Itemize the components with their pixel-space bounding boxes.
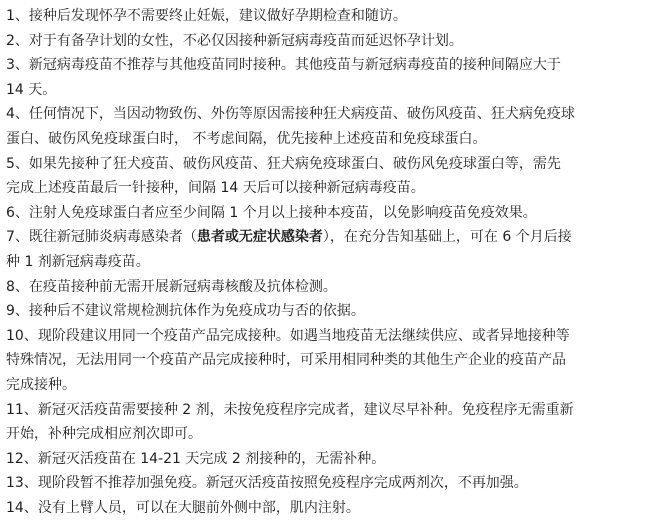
list-item-line (6, 398, 642, 423)
list-item-14 (6, 496, 642, 521)
line-text: ），在充分告知基础上，可在 6 个月后接 (322, 229, 572, 246)
list-item-10 (6, 324, 642, 398)
vaccination-guidance-list (6, 4, 642, 520)
list-item-2 (6, 29, 642, 54)
line-text: 9、接种后不建议常规检测抗体作为免疫成功与否的依据。 (6, 303, 365, 320)
list-item-line (6, 275, 642, 300)
list-item-1 (6, 4, 642, 29)
line-text: 完成上述疫苗最后一针接种，间隔 14 天后可以接种新冠病毒疫苗。 (6, 180, 425, 197)
list-item-4 (6, 102, 642, 151)
line-text: 蛋白、破伤风免疫球蛋白时， 不考虑间隔，优先接种上述疫苗和免疫球蛋白。 (6, 130, 487, 147)
list-item-line (6, 422, 642, 447)
list-item-7 (6, 225, 642, 274)
line-text: 2、对于有备孕计划的女性，不必仅因接种新冠病毒疫苗而延迟怀孕计划。 (6, 32, 463, 49)
list-item-6 (6, 201, 642, 226)
list-item-line (6, 78, 642, 103)
list-item-line (6, 225, 642, 250)
list-item-line (6, 496, 642, 521)
line-text: 7、既往新冠肺炎病毒感染者（ (6, 229, 197, 246)
line-text: 11、新冠灭活疫苗需要接种 2 剂，未按免疫程序完成者，建议尽早补种。免疫程序无需重新 (6, 401, 574, 418)
line-text: 开始，补种完成相应剂次即可。 (6, 426, 202, 443)
list-item-12 (6, 447, 642, 472)
list-item-11 (6, 398, 642, 447)
list-item-line (6, 176, 642, 201)
list-item-line (6, 250, 642, 275)
emphasized-text: 患者或无症状感染者 (196, 229, 323, 246)
line-text: 14、没有上臂人员，可以在大腿前外侧中部，肌内注射。 (6, 499, 360, 516)
list-item-line (6, 152, 642, 177)
line-text: 完成接种。 (6, 376, 76, 393)
line-text: 6、注射人免疫球蛋白者应至少间隔 1 个月以上接种本疫苗，以免影响疫苗免疫效果。 (6, 204, 537, 221)
line-text: 12、新冠灭活疫苗在 14-21 天完成 2 剂接种的，无需补种。 (6, 450, 386, 467)
list-item-5 (6, 152, 642, 201)
line-text: 13、现阶段暂不推荐加强免疫。新冠灭活疫苗按照免疫程序完成两剂次，不再加强。 (6, 475, 528, 492)
list-item-line (6, 127, 642, 152)
list-item-13 (6, 471, 642, 496)
list-item-line (6, 29, 642, 54)
line-text: 3、新冠病毒疫苗不推荐与其他疫苗同时接种。其他疫苗与新冠病毒疫苗的接种间隔应大于 (6, 57, 561, 74)
line-text: 8、在疫苗接种前无需开展新冠病毒核酸及抗体检测。 (6, 278, 337, 295)
line-text: 14 天。 (6, 81, 57, 98)
list-item-9 (6, 299, 642, 324)
list-item-line (6, 348, 642, 373)
list-item-line (6, 447, 642, 472)
list-item-line (6, 299, 642, 324)
list-item-line (6, 471, 642, 496)
line-text: 10、现阶段建议用同一个疫苗产品完成接种。如遇当地疫苗无法继续供应、或者异地接种等 (6, 327, 570, 344)
line-text: 1、接种后发现怀孕不需要终止妊娠，建议做好孕期检查和随访。 (6, 8, 407, 24)
list-item-3 (6, 53, 642, 102)
list-item-line (6, 201, 642, 226)
list-item-line (6, 53, 642, 78)
line-text: 种 1 剂新冠病毒疫苗。 (6, 253, 150, 270)
line-text: 特殊情况，无法用同一个疫苗产品完成接种时，可采用相同种类的其他生产企业的疫苗产品 (6, 352, 566, 369)
list-item-line (6, 4, 642, 29)
list-item-8 (6, 275, 642, 300)
line-text: 4、任何情况下，当因动物致伤、外伤等原因需接种狂犬病疫苗、破伤风疫苗、狂犬病免疫球 (6, 106, 575, 123)
list-item-line (6, 102, 642, 127)
list-item-line (6, 324, 642, 349)
line-text: 5、如果先接种了狂犬疫苗、破伤风疫苗、狂犬病免疫球蛋白、破伤风免疫球蛋白等，需先 (6, 155, 561, 172)
list-item-line (6, 373, 642, 398)
